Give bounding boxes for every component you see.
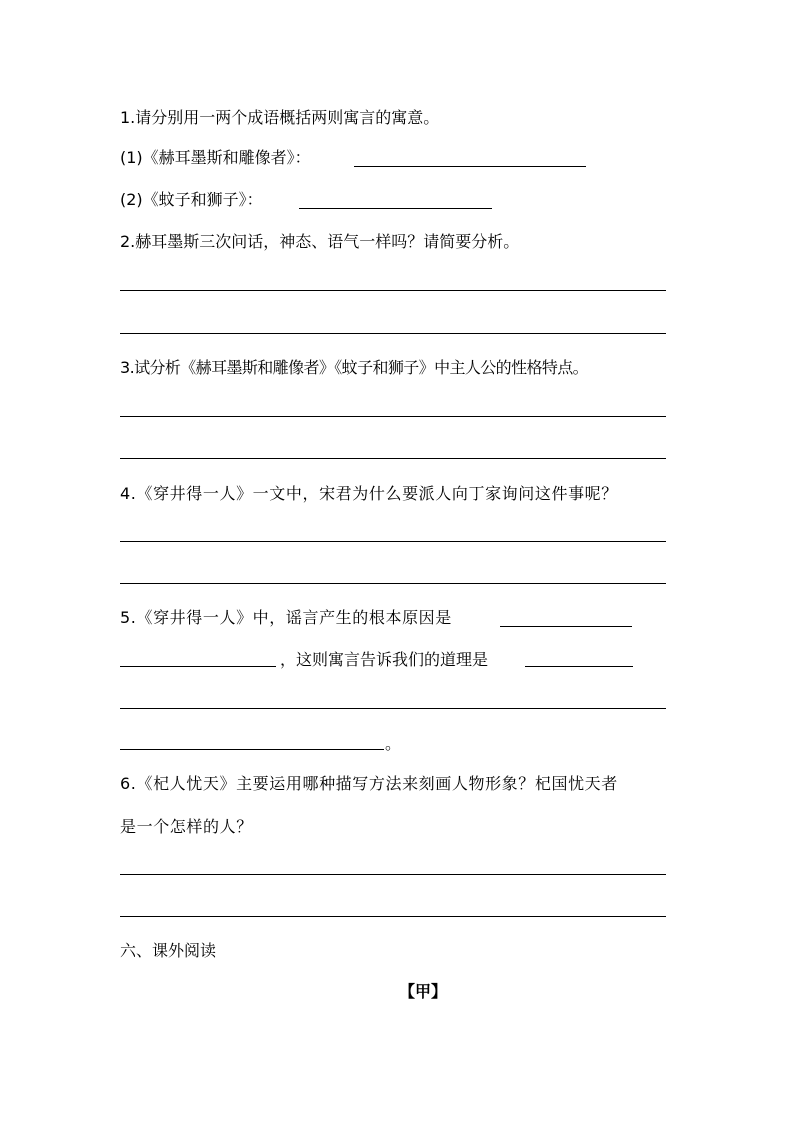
answer-line-3-2[interactable] [120,458,666,459]
question-5-line-1: 5.《穿井得一人》中，谣言产生的根本原因是 [120,608,452,627]
question-6-line-2: 是一个怎样的人？ [120,817,253,836]
answer-line-6-2[interactable] [120,916,666,917]
question-4: 4.《穿井得一人》一文中，宋君为什么要派人向丁家询问这件事呢？ [120,484,618,503]
answer-line-2-2[interactable] [120,333,666,334]
answer-line-4-1[interactable] [120,541,666,542]
question-5-ending: 。 [385,734,402,753]
question-1-part-1-label: (1)《赫耳墨斯和雕像者》： [120,148,311,167]
question-1: 1.请分别用一两个成语概括两则寓言的寓意。 [120,108,440,127]
answer-line-6-1[interactable] [120,874,666,875]
passage-label: 【甲】 [399,982,448,1001]
answer-blank-1-1[interactable] [354,166,586,167]
section-heading: 六、课外阅读 [120,941,217,960]
answer-line-5-1[interactable] [120,708,666,709]
question-1-part-2-label: (2)《蚊子和狮子》： [120,190,263,209]
answer-blank-5-3b[interactable] [577,666,633,667]
answer-blank-1-2[interactable] [299,208,492,209]
answer-line-4-2[interactable] [120,583,666,584]
question-3: 3.试分析《赫耳墨斯和雕像者》《蚊子和狮子》中主人公的性格特点。 [120,358,589,377]
answer-line-2-1[interactable] [120,290,666,291]
answer-blank-5-3a[interactable] [525,666,577,667]
answer-line-5-2[interactable] [120,749,384,750]
answer-blank-5-1[interactable] [500,626,632,627]
answer-line-3-1[interactable] [120,416,666,417]
question-2: 2.赫耳墨斯三次问话，神态、语气一样吗？请简要分析。 [120,232,520,251]
question-5-line-2: ，这则寓言告诉我们的道理是 [280,650,489,669]
question-6-line-1: 6.《杞人忧天》主要运用哪种描写方法来刻画人物形象？杞国忧天者 [120,774,618,793]
answer-blank-5-2[interactable] [120,666,276,667]
